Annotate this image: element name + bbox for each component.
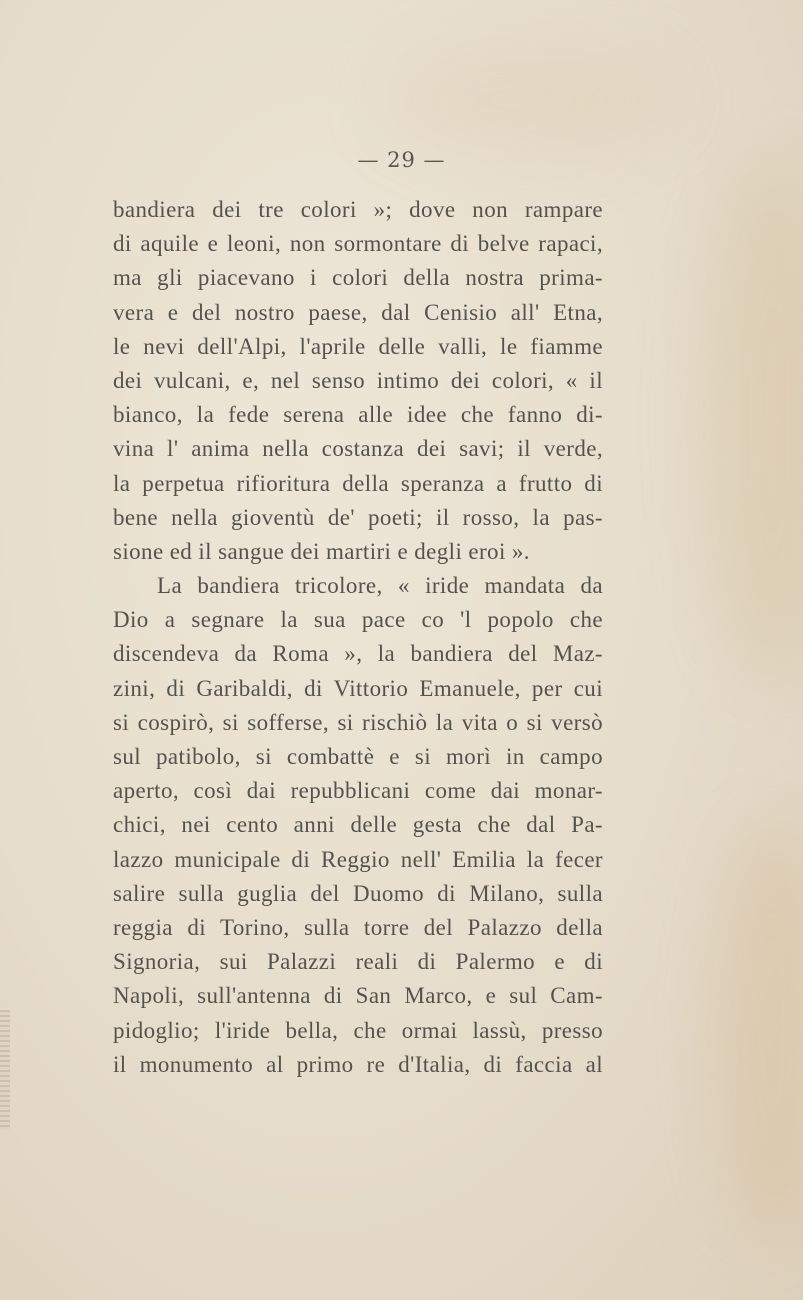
text-line: chici, nei cento anni delle gesta che dal Pa- bbox=[113, 812, 603, 838]
text-line: si cospirò, si sofferse, si rischiò la vita o si versò bbox=[113, 709, 603, 735]
text-line: lazzo municipale di Reggio nell' Emilia la fecer bbox=[113, 846, 603, 872]
text-line: bianco, la fede serena alle idee che fanno di- bbox=[113, 402, 603, 428]
text-line: bandiera dei tre colori »; dove non rampare bbox=[113, 197, 603, 222]
text-line: dei vulcani, e, nel senso intimo dei colori, « il bbox=[113, 367, 603, 393]
text-line: discendeva da Roma », la bandiera del Maz- bbox=[113, 641, 603, 667]
binding-edge bbox=[0, 1010, 10, 1130]
page-number: — 29 — bbox=[357, 148, 446, 172]
text-line: pidoglio; l'iride bella, che ormai lassù, presso bbox=[113, 1017, 603, 1043]
text-line: aperto, così dai repubblicani come dai monar- bbox=[113, 778, 603, 804]
text-line: sul patibolo, si combattè e si morì in campo bbox=[113, 744, 603, 769]
text-line: bene nella gioventù de' poeti; il rosso, la pas- bbox=[113, 504, 603, 530]
text-line: reggia di Torino, sulla torre del Palazzo della bbox=[113, 914, 603, 940]
text-line: ma gli piacevano i colori della nostra prima- bbox=[113, 265, 603, 291]
text-line: sione ed il sangue dei martiri e degli eroi ». bbox=[113, 538, 530, 564]
text-line: Dio a segnare la sua pace co 'l popolo che bbox=[113, 607, 603, 633]
text-line: Napoli, sull'antenna di San Marco, e sul Cam- bbox=[113, 983, 603, 1009]
text-line: di aquile e leoni, non sormontare di belve rapaci, bbox=[113, 231, 603, 257]
text-line: Signoria, sui Palazzi reali di Palermo e di bbox=[113, 949, 603, 975]
text-line: vera e del nostro paese, dal Cenisio all' Etna, bbox=[113, 299, 603, 325]
text-line: vina l' anima nella costanza dei savi; il verde, bbox=[113, 436, 603, 462]
text-line: salire sulla guglia del Duomo di Milano, sulla bbox=[113, 880, 603, 906]
paper-stain bbox=[713, 820, 803, 1240]
text-line: La bandiera tricolore, « iride mandata da bbox=[157, 573, 603, 599]
text-line: le nevi dell'Alpi, l'aprile delle valli, le fiamme bbox=[113, 333, 603, 359]
body-text bbox=[113, 193, 603, 1082]
text-line: la perpetua rifioritura della speranza a frutto di bbox=[113, 470, 603, 496]
text-line: il monumento al primo re d'Italia, di faccia al bbox=[113, 1051, 603, 1077]
paper-stain bbox=[380, 40, 680, 160]
paper-stain bbox=[703, 160, 803, 680]
text-line: zini, di Garibaldi, di Vittorio Emanuele, per cui bbox=[113, 675, 603, 701]
